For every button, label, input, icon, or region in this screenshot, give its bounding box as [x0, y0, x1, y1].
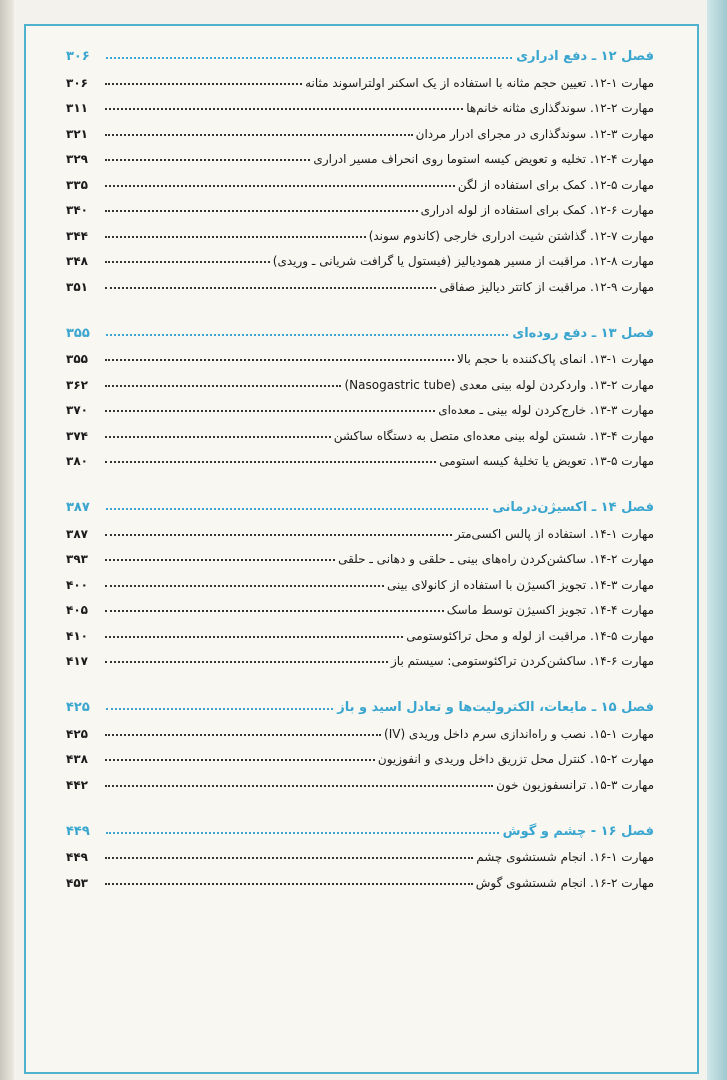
- toc-entry-title: مهارت ۹-۱۲. مراقبت از کاتتر دیالیز صفاقی: [439, 279, 654, 294]
- toc-entry-title: مهارت ۶-۱۴. ساکشن‌کردن تراکئوستومی: سیستم باز: [391, 654, 654, 668]
- chapter-section: [66, 40, 654, 294]
- dot-leader: [106, 57, 512, 59]
- dot-leader: [105, 636, 403, 638]
- toc-entry-title: مهارت ۲-۱۶. انجام شستشوی گوش: [475, 875, 654, 890]
- toc-entry-page-number: ۳۸۰: [66, 454, 88, 468]
- toc-entry-title: مهارت ۳-۱۲. سوندگذاری در مجرای ادرار مردان: [415, 126, 654, 141]
- dot-leader: [105, 534, 452, 536]
- dot-leader: [105, 159, 310, 161]
- toc-entry[interactable]: [66, 617, 654, 643]
- chapter-heading[interactable]: [66, 691, 654, 715]
- chapter-section: [66, 691, 654, 792]
- chapter-page-number: ۴۴۹: [66, 823, 90, 839]
- dot-leader: [105, 734, 381, 736]
- toc-entry[interactable]: [66, 443, 654, 469]
- toc-entry-page-number: ۳۳۵: [66, 177, 88, 192]
- toc-entry-title: مهارت ۳-۱۳. خارج‌کردن لوله بینی ـ معده‌ای: [438, 403, 654, 417]
- chapter-heading[interactable]: [66, 40, 654, 64]
- toc-entry-title: مهارت ۵-۱۳. تعویض یا تخلیهٔ کیسه استومی: [439, 454, 654, 468]
- chapter-title: فصل ۱۶ - چشم و گوش: [502, 823, 654, 839]
- toc-entry-title: مهارت ۷-۱۲. گذاشتن شیت ادراری خارجی (کاندوم سوند): [368, 228, 654, 243]
- dot-leader: [105, 661, 388, 663]
- toc-entry-title: مهارت ۵-۱۲. کمک برای استفاده از لگن: [457, 177, 654, 192]
- toc-entry[interactable]: [66, 715, 654, 741]
- toc-entry-page-number: ۳۵۵: [66, 352, 88, 366]
- toc-entry-page-number: ۳۴۰: [66, 203, 88, 217]
- toc-entry[interactable]: [66, 341, 654, 367]
- table-of-contents: [66, 40, 654, 913]
- dot-leader: [105, 410, 435, 412]
- chapter-page-number: ۳۵۵: [66, 325, 90, 341]
- dot-leader: [105, 759, 375, 761]
- toc-entry-title: مهارت ۳-۱۵. ترانسفوزیون خون: [496, 777, 654, 792]
- page-left-edge: [0, 0, 14, 1080]
- dot-leader: [105, 610, 444, 612]
- toc-entry-title: مهارت ۵-۱۴. مراقبت از لوله و محل تراکئوستومی: [406, 628, 654, 643]
- toc-entry-title: مهارت ۸-۱۲. مراقبت از مسیر همودیالیز (فیستول یا گرافت شریانی ـ وریدی): [272, 254, 654, 268]
- dot-leader: [105, 236, 366, 238]
- toc-entry-page-number: ۴۲۵: [66, 726, 88, 741]
- dot-leader: [105, 585, 384, 587]
- dot-leader: [106, 334, 508, 336]
- toc-entry-page-number: ۳۵۱: [66, 279, 88, 294]
- dot-leader: [105, 359, 454, 361]
- toc-entry-title: مهارت ۴-۱۳. شستن لوله بینی معده‌ای متصل به دستگاه ساکشن: [333, 428, 654, 443]
- toc-entry-title: مهارت ۱-۱۵. نصب و راه‌اندازی سرم داخل وریدی (IV): [384, 726, 654, 741]
- toc-entry[interactable]: [66, 243, 654, 269]
- chapter-section: [66, 815, 654, 890]
- toc-entry-title: مهارت ۴-۱۴. تجویز اکسیژن توسط ماسک: [446, 603, 654, 617]
- toc-entry-page-number: ۴۴۲: [66, 777, 88, 792]
- toc-entry[interactable]: [66, 115, 654, 141]
- toc-entry-title: مهارت ۱-۱۳. انمای پاک‌کننده با حجم بالا: [456, 352, 654, 366]
- dot-leader: [105, 83, 302, 85]
- dot-leader: [106, 832, 499, 834]
- chapter-page-number: ۴۲۵: [66, 700, 90, 715]
- toc-entry[interactable]: [66, 166, 654, 192]
- toc-entry-title: مهارت ۲-۱۴. ساکشن‌کردن راه‌های بینی ـ حلقی و دهانی ـ حلقی: [338, 552, 654, 566]
- toc-entry-page-number: ۴۱۷: [66, 654, 88, 668]
- toc-entry-page-number: ۳۹۳: [66, 552, 88, 566]
- toc-entry[interactable]: [66, 541, 654, 567]
- toc-entry-page-number: ۳۷۴: [66, 428, 88, 443]
- toc-entry-page-number: ۳۲۱: [66, 126, 88, 141]
- toc-entry-page-number: ۳۷۰: [66, 403, 88, 417]
- chapter-title: فصل ۱۴ ـ اکسیژن‌درمانی: [492, 500, 654, 515]
- dot-leader: [105, 134, 413, 136]
- dot-leader: [105, 261, 270, 263]
- toc-entry-page-number: ۳۱۱: [66, 101, 88, 115]
- toc-entry-page-number: ۳۶۲: [66, 377, 88, 392]
- chapter-title: فصل ۱۲ ـ دفع ادراری: [516, 49, 654, 64]
- chapter-heading[interactable]: [66, 317, 654, 341]
- toc-entry-page-number: ۴۰۰: [66, 577, 88, 592]
- chapter-page-number: ۳۸۷: [66, 500, 90, 515]
- chapter-section: [66, 491, 654, 668]
- toc-entry[interactable]: [66, 64, 654, 90]
- dot-leader: [105, 785, 493, 787]
- dot-leader: [105, 185, 455, 187]
- dot-leader: [105, 559, 335, 561]
- toc-entry-title: مهارت ۱-۱۲. تعیین حجم مثانه با استفاده از یک اسکنر اولتراسوند مثانه: [305, 75, 654, 90]
- toc-entry-title: مهارت ۱-۱۴. استفاده از پالس اکسی‌متر: [454, 526, 654, 541]
- dot-leader: [105, 461, 436, 463]
- chapter-section: [66, 317, 654, 469]
- toc-entry[interactable]: [66, 141, 654, 167]
- toc-entry[interactable]: [66, 366, 654, 392]
- toc-entry-page-number: ۳۴۴: [66, 228, 88, 243]
- toc-entry[interactable]: [66, 741, 654, 767]
- dot-leader: [105, 857, 473, 859]
- toc-entry[interactable]: [66, 592, 654, 618]
- toc-entry-title: مهارت ۲-۱۲. سوندگذاری مثانه خانم‌ها: [466, 101, 654, 115]
- toc-entry-title: مهارت ۲-۱۵. کنترل محل تزریق داخل وریدی و انفوزیون: [377, 752, 654, 766]
- toc-entry-page-number: ۳۲۹: [66, 152, 88, 166]
- toc-entry[interactable]: [66, 515, 654, 541]
- toc-entry[interactable]: [66, 217, 654, 243]
- toc-entry[interactable]: [66, 192, 654, 218]
- dot-leader: [105, 436, 331, 438]
- dot-leader: [106, 508, 488, 510]
- dot-leader: [105, 385, 341, 387]
- chapter-page-number: ۳۰۶: [66, 49, 90, 64]
- chapter-title: فصل ۱۳ ـ دفع روده‌ای: [512, 325, 654, 341]
- toc-entry[interactable]: [66, 839, 654, 865]
- toc-entry-title: مهارت ۶-۱۲. کمک برای استفاده از لوله ادراری: [420, 203, 654, 217]
- toc-entry-page-number: ۴۳۸: [66, 752, 88, 766]
- toc-entry-title: مهارت ۳-۱۴. تجویز اکسیژن با استفاده از کانولای بینی: [386, 577, 654, 592]
- toc-entry-title: مهارت ۱-۱۶. انجام شستشوی چشم: [476, 850, 654, 864]
- dot-leader: [106, 708, 333, 710]
- toc-entry[interactable]: [66, 864, 654, 890]
- toc-entry[interactable]: [66, 90, 654, 116]
- chapter-title: فصل ۱۵ ـ مایعات، الکترولیت‌ها و تعادل اسید و باز: [337, 700, 654, 715]
- toc-entry-page-number: ۳۴۸: [66, 254, 88, 268]
- dot-leader: [105, 210, 418, 212]
- toc-entry[interactable]: [66, 392, 654, 418]
- dot-leader: [105, 883, 473, 885]
- toc-entry[interactable]: [66, 643, 654, 669]
- toc-entry-title: مهارت ۴-۱۲. تخلیه و تعویض کیسه استوما روی انحراف مسیر ادراری: [313, 152, 654, 166]
- dot-leader: [105, 108, 463, 110]
- toc-entry[interactable]: [66, 417, 654, 443]
- toc-entry[interactable]: [66, 766, 654, 792]
- toc-entry-page-number: ۳۸۷: [66, 526, 88, 541]
- toc-entry[interactable]: [66, 268, 654, 294]
- toc-entry-page-number: ۴۱۰: [66, 628, 88, 643]
- chapter-heading[interactable]: [66, 491, 654, 515]
- toc-entry-title: مهارت ۲-۱۳. واردکردن لوله بینی معدی (Nasogastric tube): [344, 377, 654, 392]
- toc-entry-page-number: ۴۴۹: [66, 850, 88, 864]
- toc-entry-page-number: ۴۰۵: [66, 603, 88, 617]
- toc-entry[interactable]: [66, 566, 654, 592]
- book-spine-edge: [707, 0, 727, 1080]
- chapter-heading[interactable]: [66, 815, 654, 839]
- toc-entry-page-number: ۳۰۶: [66, 75, 88, 90]
- dot-leader: [105, 287, 436, 289]
- toc-entry-page-number: ۴۵۳: [66, 875, 88, 890]
